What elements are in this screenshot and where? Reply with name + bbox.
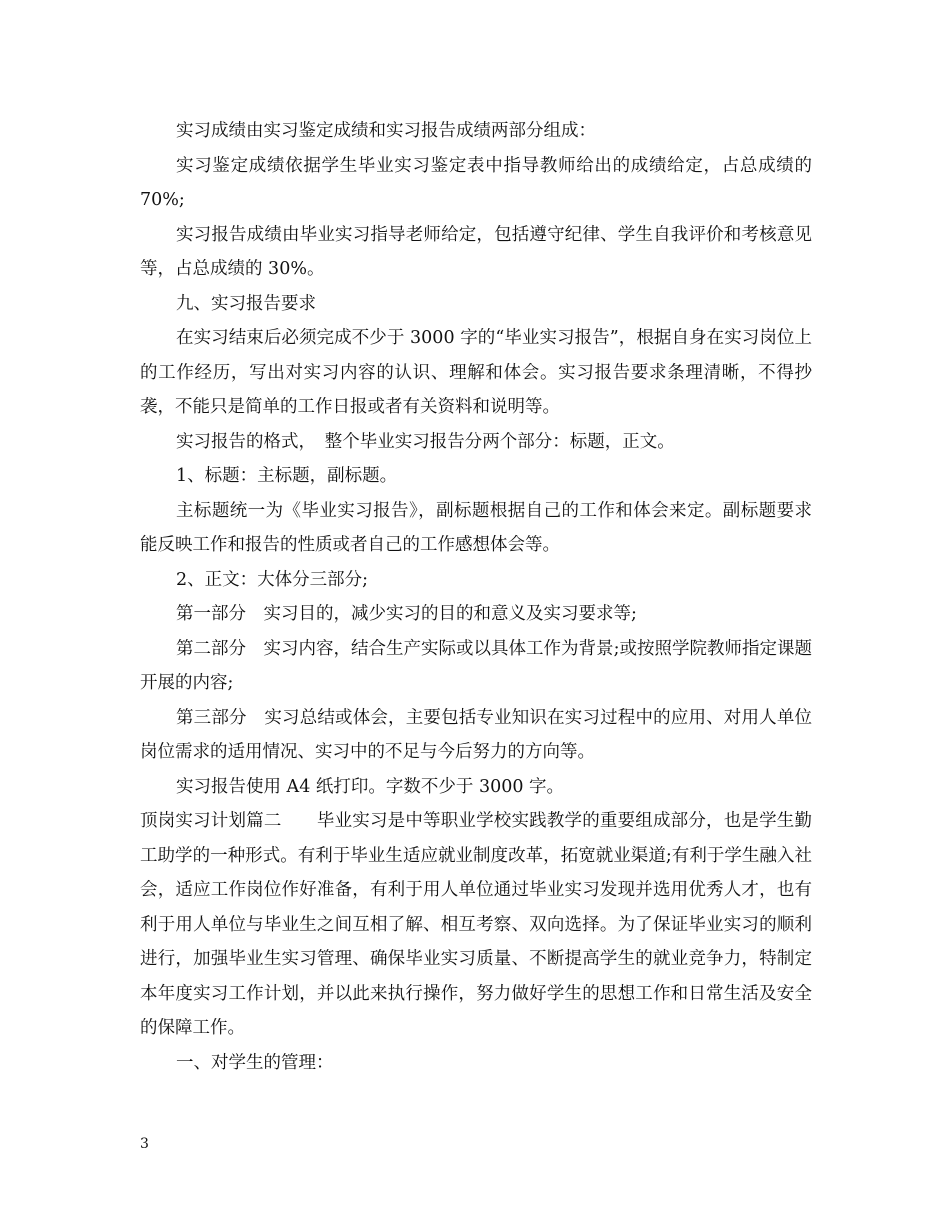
paragraph: 第二部分 实习内容，结合生产实际或以具体工作为背景;或按照学院教师指定课题开展的内容; [140, 638, 812, 693]
paragraph: 第三部分 实习总结或体会，主要包括专业知识在实习过程中的应用、对用人单位岗位需求的适用情况、实习中的不足与今后努力的方向等。 [140, 707, 812, 762]
paragraph: 主标题统一为《毕业实习报告》，副标题根据自己的工作和体会来定。副标题要求能反映工作和报告的性质或者自己的工作感想体会等。 [140, 500, 812, 555]
paragraph: 实习成绩由实习鉴定成绩和实习报告成绩两部分组成： [176, 121, 596, 141]
section-heading: 一、对学生的管理： [176, 1052, 334, 1073]
paragraph: 1、标题：主标题，副标题。 [176, 466, 398, 486]
paragraph: 实习报告成绩由毕业实习指导老师给定，包括遵守纪律、学生自我评价和考核意见等，占总成绩的 30%。 [140, 224, 812, 279]
paragraph: 2、正文：大体分三部分; [176, 569, 369, 590]
paragraph: 实习报告使用 A4 纸打印。字数不少于 3000 字。 [176, 776, 565, 797]
paragraph: 第一部分 实习目的，减少实习的目的和意义及实习要求等; [176, 604, 637, 624]
paragraph: 实习鉴定成绩依据学生毕业实习鉴定表中指导教师给出的成绩给定，占总成绩的 70%; [140, 155, 812, 210]
page-number: 3 [140, 1136, 149, 1152]
section-heading: 九、实习报告要求 [176, 293, 316, 314]
paragraph: 顶岗实习计划篇二 毕业实习是中等职业学校实践教学的重要组成部分，也是学生勤工助学的一种形式。有利于毕业生适应就业制度改革，拓宽就业渠道;有利于学生融入社会，适应工作岗位作好准备，有利于用人单位通过毕业实习发现并选用优秀人才，也有利于用人单位与毕业生之间互相了解、相互考察、双向选择。为了保证毕业实习的顺利进行，加强毕业生实习管理、确保毕业实习质量、不断提高学生的就业竞争力，特制定本年度实习工作计划，并以此来执行操作，努力做好学生的思想工作和日常生活及安全的保障工作。 [140, 811, 812, 1038]
paragraph: 实习报告的格式， 整个毕业实习报告分两个部分：标题，正文。 [176, 431, 675, 452]
paragraph: 在实习结束后必须完成不少于 3000 字的“毕业实习报告”，根据自身在实习岗位上的工作经历，写出对实习内容的认识、理解和体会。实习报告要求条理清晰，不得抄袭，不能只是简单的工作日报或者有关资料和说明等。 [140, 328, 812, 417]
document-body [140, 114, 812, 1080]
